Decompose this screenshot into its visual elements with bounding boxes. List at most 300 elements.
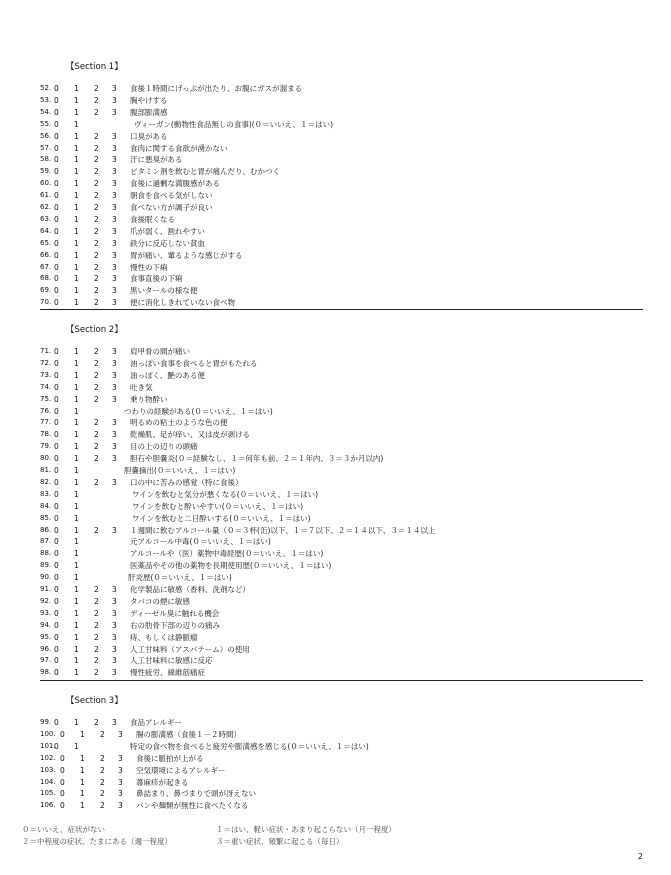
score-2: 2: [94, 370, 99, 380]
score-0: 0: [54, 573, 59, 583]
score-0: 0: [54, 155, 59, 165]
score-0: 0: [60, 789, 65, 799]
question-row: [40, 214, 650, 225]
question-row: [40, 717, 650, 728]
score-1: 1: [74, 274, 79, 284]
score-3: 3: [112, 238, 117, 248]
score-2: 2: [94, 298, 99, 308]
score-3: 3: [112, 95, 117, 105]
question-number: 58.: [40, 155, 52, 164]
question-row: [40, 297, 650, 308]
question-text: 乗り物酔い: [130, 394, 168, 404]
score-0: 0: [54, 179, 59, 189]
score-1: 1: [74, 741, 79, 751]
score-0: 0: [60, 765, 65, 775]
score-1: 1: [74, 250, 79, 260]
score-0: 0: [54, 608, 59, 618]
question-number: 83.: [40, 489, 52, 498]
score-1: 1: [74, 513, 79, 523]
question-row: [40, 190, 650, 201]
question-number: 79.: [40, 442, 52, 451]
score-2: 2: [94, 250, 99, 260]
score-2: 2: [94, 525, 99, 535]
score-0: 0: [54, 549, 59, 559]
question-number: 75.: [40, 394, 52, 403]
score-1: 1: [74, 668, 79, 678]
score-0: 0: [54, 358, 59, 368]
question-text: 便に消化しきれていない食べ物: [130, 298, 235, 308]
score-0: 0: [54, 119, 59, 129]
score-3: 3: [112, 608, 117, 618]
score-1: 1: [74, 477, 79, 487]
question-text: 食肉に関する食欲が湧かない: [130, 143, 228, 153]
question-number: 76.: [40, 406, 52, 415]
score-1: 1: [74, 286, 79, 296]
score-3: 3: [112, 226, 117, 236]
score-1: 1: [74, 430, 79, 440]
section-title: 【Section 2】: [66, 325, 123, 335]
question-text: 鼻詰まり、鼻づまりで頭が冴えない: [136, 789, 256, 799]
score-0: 0: [54, 370, 59, 380]
score-0: 0: [54, 632, 59, 642]
score-0: 0: [54, 596, 59, 606]
score-0: 0: [54, 454, 59, 464]
score-3: 3: [112, 668, 117, 678]
score-0: 0: [54, 430, 59, 440]
question-number: 80.: [40, 454, 52, 463]
question-row: [40, 572, 650, 583]
score-0: 0: [54, 656, 59, 666]
question-text: アルコールや（医）薬物中毒経歴(０＝いいえ、１＝はい): [130, 549, 324, 559]
score-0: 0: [54, 347, 59, 356]
score-2: 2: [94, 131, 99, 141]
score-0: 0: [54, 167, 59, 177]
question-row: [40, 273, 650, 284]
score-2: 2: [94, 262, 99, 272]
score-3: 3: [112, 596, 117, 606]
question-text: 口の中に苦みの感覚（特に食後）: [130, 477, 243, 487]
question-number: 60.: [40, 179, 52, 188]
score-1: 1: [80, 789, 85, 799]
score-1: 1: [74, 203, 79, 212]
question-row: [40, 382, 650, 393]
question-text: 空気環境によるアレルギー: [136, 765, 226, 775]
question-row: [40, 119, 650, 130]
score-0: 0: [60, 753, 65, 763]
score-2: 2: [94, 718, 99, 727]
question-text: １週間に飲むアルコール量（０＝３杯(缶)以下、１＝７以下、２＝１４以下、３＝１４以上: [130, 525, 436, 535]
question-number: 106.: [40, 801, 56, 810]
question-row: [40, 154, 650, 165]
score-0: 0: [54, 418, 59, 428]
score-3: 3: [112, 394, 117, 404]
question-number: 104.: [40, 777, 56, 786]
score-1: 1: [80, 801, 85, 811]
score-1: 1: [74, 573, 79, 583]
score-1: 1: [74, 632, 79, 642]
score-3: 3: [112, 274, 117, 284]
question-row: [40, 489, 650, 500]
score-1: 1: [74, 262, 79, 272]
score-2: 2: [94, 632, 99, 642]
question-row: [40, 525, 650, 536]
score-3: 3: [112, 298, 117, 308]
score-3: 3: [112, 358, 117, 368]
question-row: [40, 501, 650, 512]
question-text: 腹部膨満感: [130, 107, 168, 117]
question-number: 71.: [40, 347, 52, 355]
score-2: 2: [94, 442, 99, 452]
question-row: [40, 632, 650, 643]
question-number: 103.: [40, 765, 56, 774]
score-3: 3: [112, 644, 117, 654]
score-1: 1: [74, 131, 79, 141]
question-text: ワインを飲むと気分が悪くなる(０＝いいえ、１＝はい): [132, 489, 319, 499]
score-1: 1: [74, 167, 79, 177]
question-row: [40, 441, 650, 452]
score-1: 1: [74, 95, 79, 105]
question-row: [40, 667, 650, 678]
score-0: 0: [54, 644, 59, 654]
score-2: 2: [94, 179, 99, 189]
score-2: 2: [100, 801, 105, 811]
score-0: 0: [54, 668, 59, 678]
question-text: 医薬品やその他の薬物を長期使用歴(０＝いいえ、１＝はい): [130, 561, 332, 571]
question-number: 82.: [40, 477, 52, 486]
score-3: 3: [112, 167, 117, 177]
question-row: [40, 584, 650, 595]
score-3: 3: [118, 789, 123, 799]
score-0: 0: [54, 466, 59, 475]
question-number: 101.: [40, 741, 56, 750]
question-number: 54.: [40, 107, 52, 116]
score-3: 3: [112, 477, 117, 487]
section-title: 【Section 3】: [66, 696, 123, 706]
score-2: 2: [94, 274, 99, 284]
question-number: 61.: [40, 191, 52, 200]
score-3: 3: [112, 620, 117, 630]
question-text: 慢性疲労、線維筋痛症: [130, 668, 205, 678]
question-number: 56.: [40, 131, 52, 140]
question-number: 105.: [40, 789, 56, 798]
question-number: 100.: [40, 729, 56, 738]
score-1: 1: [80, 777, 85, 787]
question-number: 94.: [40, 620, 52, 629]
score-0: 0: [54, 561, 59, 571]
score-1: 1: [74, 608, 79, 618]
question-text: 黒いタールの様な便: [130, 286, 198, 296]
question-text: ワインを飲むと酔いやすい(０＝いいえ、１＝はい): [132, 501, 304, 511]
score-1: 1: [74, 466, 79, 475]
score-0: 0: [54, 394, 59, 404]
score-2: 2: [94, 477, 99, 487]
question-row: [40, 166, 650, 177]
score-2: 2: [94, 238, 99, 248]
question-text: ビタミン剤を飲むと胃が痛んだり、むかつく: [130, 167, 280, 177]
score-2: 2: [94, 418, 99, 428]
score-1: 1: [74, 119, 79, 129]
score-3: 3: [118, 801, 123, 811]
question-row: [40, 262, 650, 273]
score-1: 1: [74, 191, 79, 201]
score-0: 0: [60, 777, 65, 787]
score-2: 2: [94, 84, 99, 93]
question-number: 86.: [40, 525, 52, 534]
question-text: 胆石や胆嚢炎(０＝経験なし、１＝何年も前、２＝１年内、３＝３か月以内): [130, 454, 384, 464]
score-1: 1: [74, 644, 79, 654]
score-3: 3: [112, 155, 117, 165]
score-0: 0: [54, 489, 59, 499]
score-1: 1: [74, 442, 79, 452]
score-2: 2: [94, 143, 99, 153]
question-text: 爪が弱く、割れやすい: [130, 226, 205, 236]
score-1: 1: [74, 347, 79, 356]
score-1: 1: [80, 729, 85, 739]
score-3: 3: [112, 191, 117, 201]
question-text: 油っぽい食事を食べると胃がもたれる: [130, 358, 258, 368]
score-0: 0: [54, 477, 59, 487]
score-2: 2: [94, 226, 99, 236]
score-0: 0: [54, 406, 59, 416]
question-number: 84.: [40, 501, 52, 510]
score-0: 0: [54, 525, 59, 535]
score-3: 3: [112, 382, 117, 392]
question-number: 53.: [40, 95, 52, 104]
question-row: [40, 285, 650, 296]
score-2: 2: [94, 167, 99, 177]
score-0: 0: [54, 143, 59, 153]
question-text: 朝食を食べる気がしない: [130, 191, 213, 201]
question-text: 胸やけする: [130, 95, 168, 105]
score-0: 0: [54, 203, 59, 212]
question-number: 88.: [40, 549, 52, 558]
score-2: 2: [100, 729, 105, 739]
question-text: 胆嚢摘出(０＝いいえ、１＝はい): [124, 466, 236, 475]
question-row: [40, 777, 650, 788]
score-3: 3: [112, 347, 117, 356]
question-row: [40, 370, 650, 381]
score-0: 0: [54, 286, 59, 296]
question-number: 70.: [40, 298, 52, 307]
question-text: 胃が痛い、輩るような感じがする: [130, 250, 243, 260]
question-number: 73.: [40, 370, 52, 379]
question-row: [40, 753, 650, 764]
question-row: [40, 95, 650, 106]
score-1: 1: [74, 382, 79, 392]
question-row: [40, 800, 650, 811]
score-3: 3: [112, 107, 117, 117]
score-0: 0: [54, 620, 59, 630]
score-3: 3: [112, 454, 117, 464]
question-row: [40, 453, 650, 464]
score-1: 1: [80, 765, 85, 775]
score-1: 1: [74, 620, 79, 630]
question-row: [40, 596, 650, 607]
score-1: 1: [74, 394, 79, 404]
score-3: 3: [112, 430, 117, 440]
question-number: 97.: [40, 656, 52, 665]
score-0: 0: [54, 718, 59, 727]
question-text: 油っぽく、艶のある便: [130, 370, 205, 380]
score-2: 2: [94, 394, 99, 404]
question-row: [40, 131, 650, 142]
score-3: 3: [112, 632, 117, 642]
score-0: 0: [54, 382, 59, 392]
question-number: 102.: [40, 753, 56, 762]
question-text: つわりの経験がある(０＝いいえ、１＝はい): [124, 406, 273, 416]
score-2: 2: [100, 753, 105, 763]
score-3: 3: [112, 203, 117, 212]
score-1: 1: [74, 370, 79, 380]
question-row: [40, 536, 650, 547]
question-number: 90.: [40, 573, 52, 582]
score-1: 1: [74, 656, 79, 666]
question-number: 81.: [40, 466, 52, 474]
score-2: 2: [94, 203, 99, 212]
score-1: 1: [74, 525, 79, 535]
question-row: [40, 465, 650, 476]
score-0: 0: [54, 250, 59, 260]
score-2: 2: [94, 95, 99, 105]
score-1: 1: [74, 298, 79, 308]
question-text: 右の肋骨下部の辺りの痛み: [130, 620, 220, 630]
score-2: 2: [100, 789, 105, 799]
question-text: 肩甲骨の間が痛い: [130, 347, 190, 356]
score-0: 0: [54, 513, 59, 523]
score-0: 0: [54, 585, 59, 594]
question-row: [40, 202, 650, 213]
question-row: [40, 477, 650, 488]
question-text: 吐き気: [130, 382, 153, 392]
page-number: 2: [637, 852, 643, 861]
score-3: 3: [112, 179, 117, 189]
question-number: 65.: [40, 238, 52, 247]
score-1: 1: [74, 226, 79, 236]
score-0: 0: [54, 131, 59, 141]
question-number: 68.: [40, 274, 52, 283]
question-row: [40, 608, 650, 619]
question-row: [40, 560, 650, 571]
question-number: 99.: [40, 718, 52, 726]
score-3: 3: [112, 143, 117, 153]
question-number: 92.: [40, 596, 52, 605]
score-1: 1: [74, 489, 79, 499]
question-text: パンや麺類が無性に食べたくなる: [136, 801, 249, 811]
score-1: 1: [74, 537, 79, 547]
question-row: [40, 741, 650, 752]
score-0: 0: [54, 442, 59, 452]
score-3: 3: [112, 131, 117, 141]
score-0: 0: [54, 501, 59, 511]
score-2: 2: [94, 656, 99, 666]
score-3: 3: [118, 777, 123, 787]
score-1: 1: [74, 418, 79, 428]
question-number: 91.: [40, 585, 52, 593]
score-1: 1: [74, 358, 79, 368]
question-number: 55.: [40, 119, 52, 128]
score-3: 3: [118, 753, 123, 763]
question-row: [40, 788, 650, 799]
question-row: [40, 250, 650, 261]
score-1: 1: [74, 84, 79, 93]
question-text: 食後に脈拍が上がる: [136, 753, 204, 763]
question-row: [40, 107, 650, 118]
question-row: [40, 729, 650, 740]
score-2: 2: [94, 214, 99, 224]
question-number: 57.: [40, 143, 52, 152]
score-2: 2: [94, 644, 99, 654]
score-3: 3: [118, 765, 123, 775]
question-number: 96.: [40, 644, 52, 653]
score-3: 3: [112, 84, 117, 93]
score-2: 2: [94, 191, 99, 201]
question-number: 93.: [40, 608, 52, 617]
question-row: [40, 83, 650, 94]
question-number: 87.: [40, 537, 52, 546]
score-0: 0: [54, 95, 59, 105]
section-divider: [40, 680, 643, 681]
question-text: タバコの煙に敏感: [130, 596, 190, 606]
score-3: 3: [112, 442, 117, 452]
question-text: 人工甘味料（アスパテーム）の使用: [130, 644, 250, 654]
question-text: 食後眠くなる: [130, 214, 175, 224]
score-3: 3: [112, 656, 117, 666]
score-1: 1: [74, 179, 79, 189]
score-1: 1: [74, 561, 79, 571]
question-text: 化学製品に敏感（香料、洗剤など）: [130, 585, 250, 594]
question-row: [40, 644, 650, 655]
question-row: [40, 346, 650, 357]
question-text: 食後に過剰な満腹感がある: [130, 179, 220, 189]
score-0: 0: [54, 107, 59, 117]
question-row: [40, 143, 650, 154]
question-row: [40, 548, 650, 559]
score-1: 1: [74, 718, 79, 727]
score-1: 1: [74, 406, 79, 416]
score-3: 3: [112, 525, 117, 535]
score-2: 2: [94, 107, 99, 117]
question-text: 食品アレルギー: [130, 718, 183, 727]
score-3: 3: [112, 262, 117, 272]
score-1: 1: [74, 143, 79, 153]
question-number: 98.: [40, 668, 52, 677]
question-row: [40, 178, 650, 189]
question-text: 腸の膨満感（食後１－２時間）: [136, 729, 241, 739]
score-2: 2: [94, 454, 99, 464]
question-number: 74.: [40, 382, 52, 391]
question-text: 痔、もしくは静脈瘤: [130, 632, 198, 642]
question-text: 口臭がある: [130, 131, 168, 141]
score-1: 1: [74, 454, 79, 464]
question-row: [40, 655, 650, 666]
score-2: 2: [100, 765, 105, 775]
score-2: 2: [94, 596, 99, 606]
question-row: [40, 226, 650, 237]
score-0: 0: [54, 274, 59, 284]
question-text: 汗に悪臭がある: [130, 155, 183, 165]
score-1: 1: [74, 238, 79, 248]
score-1: 1: [74, 596, 79, 606]
score-2: 2: [94, 668, 99, 678]
question-text: ヴィーガン(動物性食品無しの食事)(０＝いいえ、１＝はい): [134, 119, 334, 129]
score-2: 2: [94, 620, 99, 630]
question-row: [40, 394, 650, 405]
score-1: 1: [74, 501, 79, 511]
question-row: [40, 765, 650, 776]
question-text: 慢性の下痢: [130, 262, 168, 272]
score-2: 2: [94, 430, 99, 440]
question-text: 目の上の辺りの頭痛: [130, 442, 198, 452]
